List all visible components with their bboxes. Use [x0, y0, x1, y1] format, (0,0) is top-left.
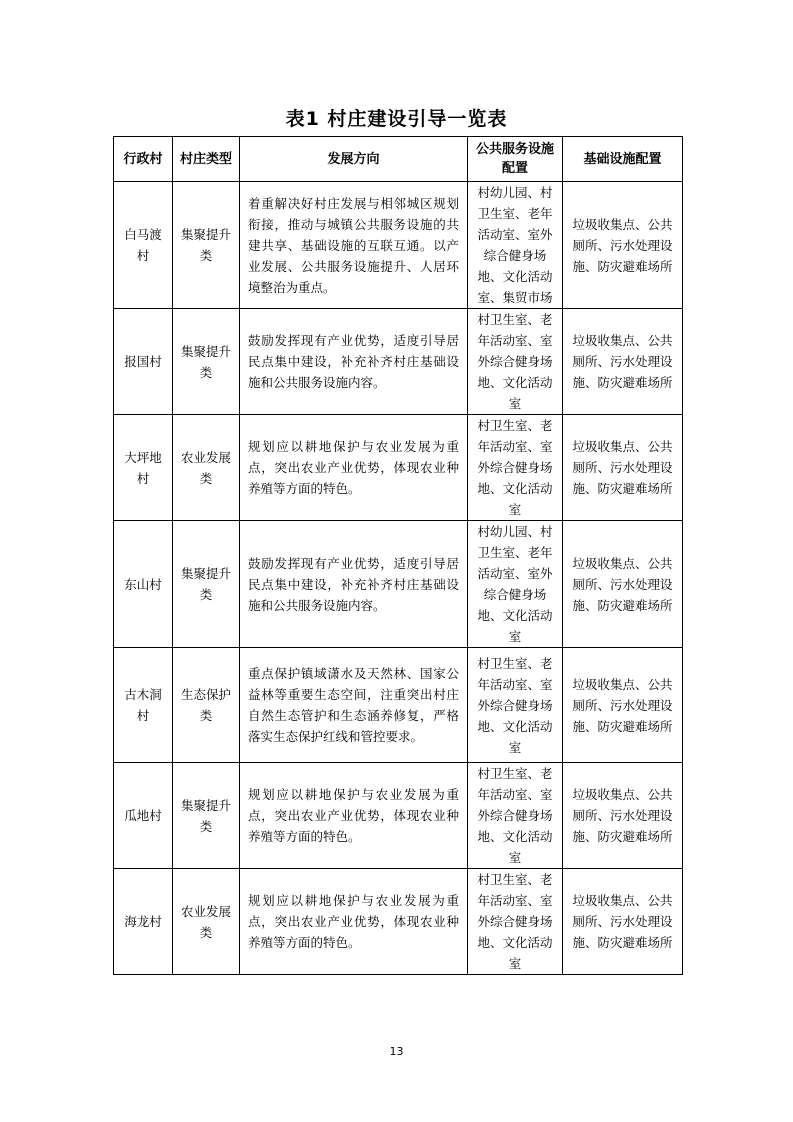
village-type: 集聚提升类 [173, 763, 240, 869]
infrastructure: 垃圾收集点、公共厕所、污水处理设施、防灾避难场所 [563, 648, 683, 763]
header-village: 行政村 [114, 137, 173, 182]
village-name: 海龙村 [114, 869, 173, 975]
village-type: 集聚提升类 [173, 182, 240, 309]
village-name: 古木洞村 [114, 648, 173, 763]
table-row [114, 648, 683, 763]
public-facilities: 村幼儿园、村卫生室、老年活动室、室外综合健身场地、文化活动室 [468, 521, 563, 648]
table-title: 表1 村庄建设引导一览表 [285, 108, 508, 130]
village-type: 集聚提升类 [173, 309, 240, 415]
village-name: 报国村 [114, 309, 173, 415]
village-name: 瓜地村 [114, 763, 173, 869]
table-row [114, 869, 683, 975]
development-direction: 鼓励发挥现有产业优势，适度引导居民点集中建设，补充补齐村庄基础设施和公共服务设施内容。 [240, 309, 468, 415]
infrastructure: 垃圾收集点、公共厕所、污水处理设施、防灾避难场所 [563, 182, 683, 309]
table-row [114, 521, 683, 648]
table-row [114, 415, 683, 521]
public-facilities: 村卫生室、老年活动室、室外综合健身场地、文化活动室 [468, 415, 563, 521]
table-row [114, 182, 683, 309]
infrastructure: 垃圾收集点、公共厕所、污水处理设施、防灾避难场所 [563, 869, 683, 975]
header-infrastructure: 基础设施配置 [563, 137, 683, 182]
village-type: 农业发展类 [173, 415, 240, 521]
village-type: 集聚提升类 [173, 521, 240, 648]
development-direction: 规划应以耕地保护与农业发展为重点，突出农业产业优势，体现农业种养殖等方面的特色。 [240, 869, 468, 975]
development-direction: 重点保护镇域潇水及天然林、国家公益林等重要生态空间，注重突出村庄自然生态管护和生态涵养修复，严格落实生态保护红线和管控要求。 [240, 648, 468, 763]
infrastructure: 垃圾收集点、公共厕所、污水处理设施、防灾避难场所 [563, 309, 683, 415]
infrastructure: 垃圾收集点、公共厕所、污水处理设施、防灾避难场所 [563, 521, 683, 648]
header-public-facilities: 公共服务设施配置 [468, 137, 563, 182]
development-direction: 着重解决好村庄发展与相邻城区规划衔接，推动与城镇公共服务设施的共建共享、基础设施的互联互通。以产业发展、公共服务设施提升、人居环境整治为重点。 [240, 182, 468, 309]
page-number: 13 [389, 1045, 404, 1058]
development-direction: 规划应以耕地保护与农业发展为重点，突出农业产业优势，体现农业种养殖等方面的特色。 [240, 415, 468, 521]
table-row [114, 309, 683, 415]
village-type: 生态保护类 [173, 648, 240, 763]
village-name: 大坪地村 [114, 415, 173, 521]
village-guide-table [113, 136, 683, 975]
development-direction: 鼓励发挥现有产业优势，适度引导居民点集中建设，补充补齐村庄基础设施和公共服务设施内容。 [240, 521, 468, 648]
village-name: 东山村 [114, 521, 173, 648]
public-facilities: 村卫生室、老年活动室、室外综合健身场地、文化活动室 [468, 648, 563, 763]
village-name: 白马渡村 [114, 182, 173, 309]
public-facilities: 村卫生室、老年活动室、室外综合健身场地、文化活动室 [468, 869, 563, 975]
development-direction: 规划应以耕地保护与农业发展为重点，突出农业产业优势，体现农业种养殖等方面的特色。 [240, 763, 468, 869]
public-facilities: 村幼儿园、村卫生室、老年活动室、室外综合健身场地、文化活动室、集贸市场 [468, 182, 563, 309]
village-type: 农业发展类 [173, 869, 240, 975]
header-type: 村庄类型 [173, 137, 240, 182]
table-row [114, 763, 683, 869]
header-row [114, 137, 683, 182]
header-direction: 发展方向 [240, 137, 468, 182]
public-facilities: 村卫生室、老年活动室、室外综合健身场地、文化活动室 [468, 763, 563, 869]
infrastructure: 垃圾收集点、公共厕所、污水处理设施、防灾避难场所 [563, 763, 683, 869]
public-facilities: 村卫生室、老年活动室、室外综合健身场地、文化活动室 [468, 309, 563, 415]
infrastructure: 垃圾收集点、公共厕所、污水处理设施、防灾避难场所 [563, 415, 683, 521]
